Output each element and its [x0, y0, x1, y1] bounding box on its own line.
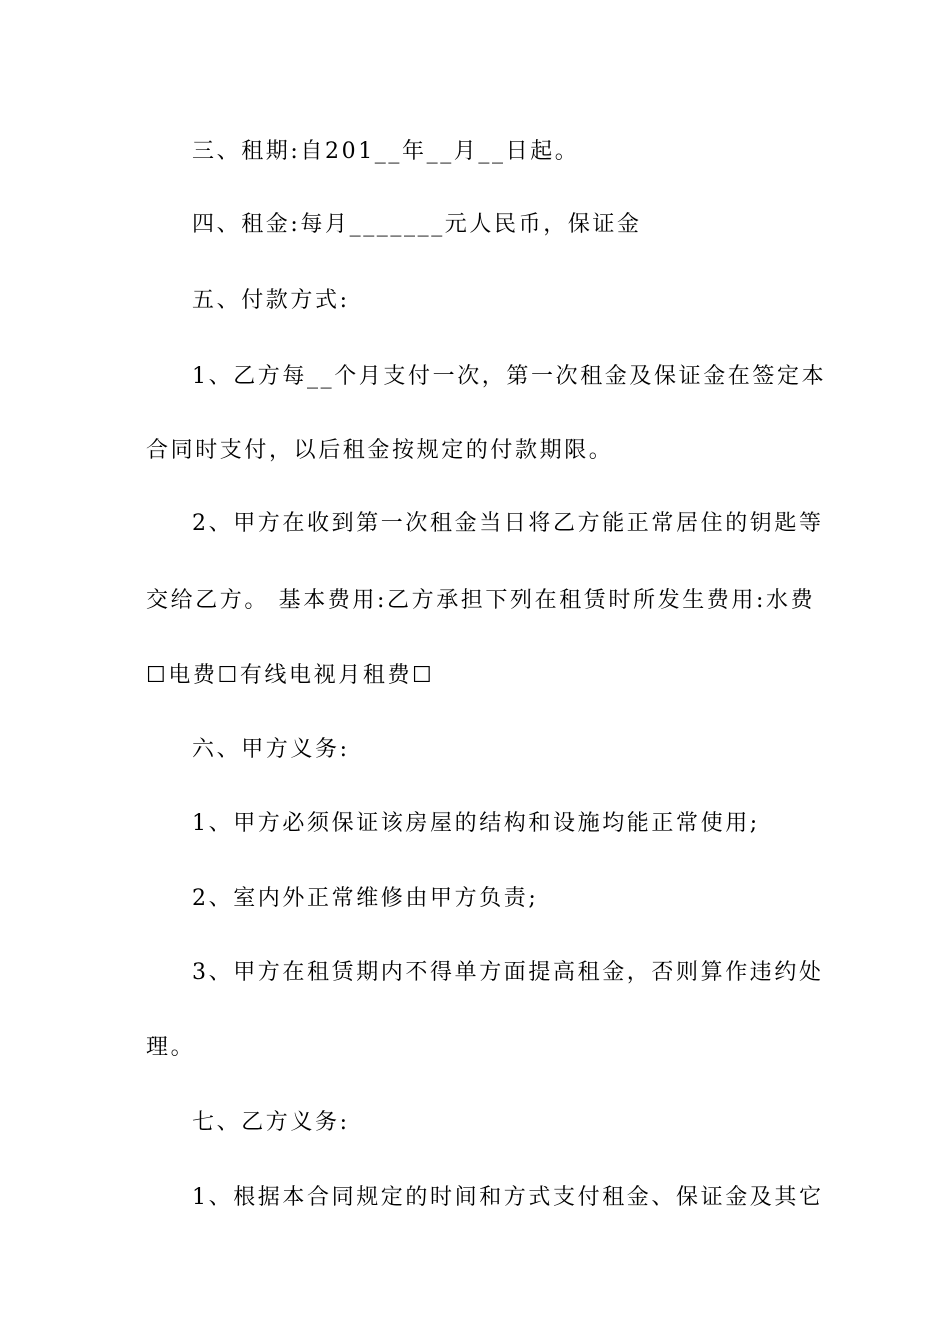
clause-6-item-2: 2、室内外正常维修由甲方负责; — [192, 886, 539, 911]
clause-5-item-2-line-1: 2、甲方在收到第一次租金当日将乙方能正常居住的钥匙等 — [192, 511, 824, 536]
clause-7-item-1: 1、根据本合同规定的时间和方式支付租金、保证金及其它 — [192, 1185, 824, 1210]
clause-5-item-1-line-2: 合同时支付，以后租金按规定的付款期限。 — [146, 438, 614, 463]
clause-5-heading: 五、付款方式: — [192, 288, 350, 313]
clause-5-item-1-line-1: 1、乙方每__个月支付一次，第一次租金及保证金在签定本 — [192, 364, 827, 389]
clause-4-rent: 四、租金:每月_______元人民币，保证金 — [192, 212, 642, 237]
clause-7-heading: 七、乙方义务: — [192, 1110, 350, 1135]
clause-5-item-2-line-2: 交给乙方。 基本费用:乙方承担下列在租赁时所发生费用:水费 — [146, 588, 816, 613]
clause-6-item-3-line-2: 理。 — [146, 1035, 196, 1060]
clause-3-lease-term: 三、租期:自201__年__月__日起。 — [192, 139, 580, 164]
clause-5-item-2-line-3: ☐电费☐有线电视月租费☐ — [146, 663, 435, 688]
clause-6-item-3-line-1: 3、甲方在租赁期内不得单方面提高租金，否则算作违约处 — [192, 960, 824, 985]
clause-6-item-1: 1、甲方必须保证该房屋的结构和设施均能正常使用; — [192, 811, 760, 836]
clause-6-heading: 六、甲方义务: — [192, 737, 350, 762]
